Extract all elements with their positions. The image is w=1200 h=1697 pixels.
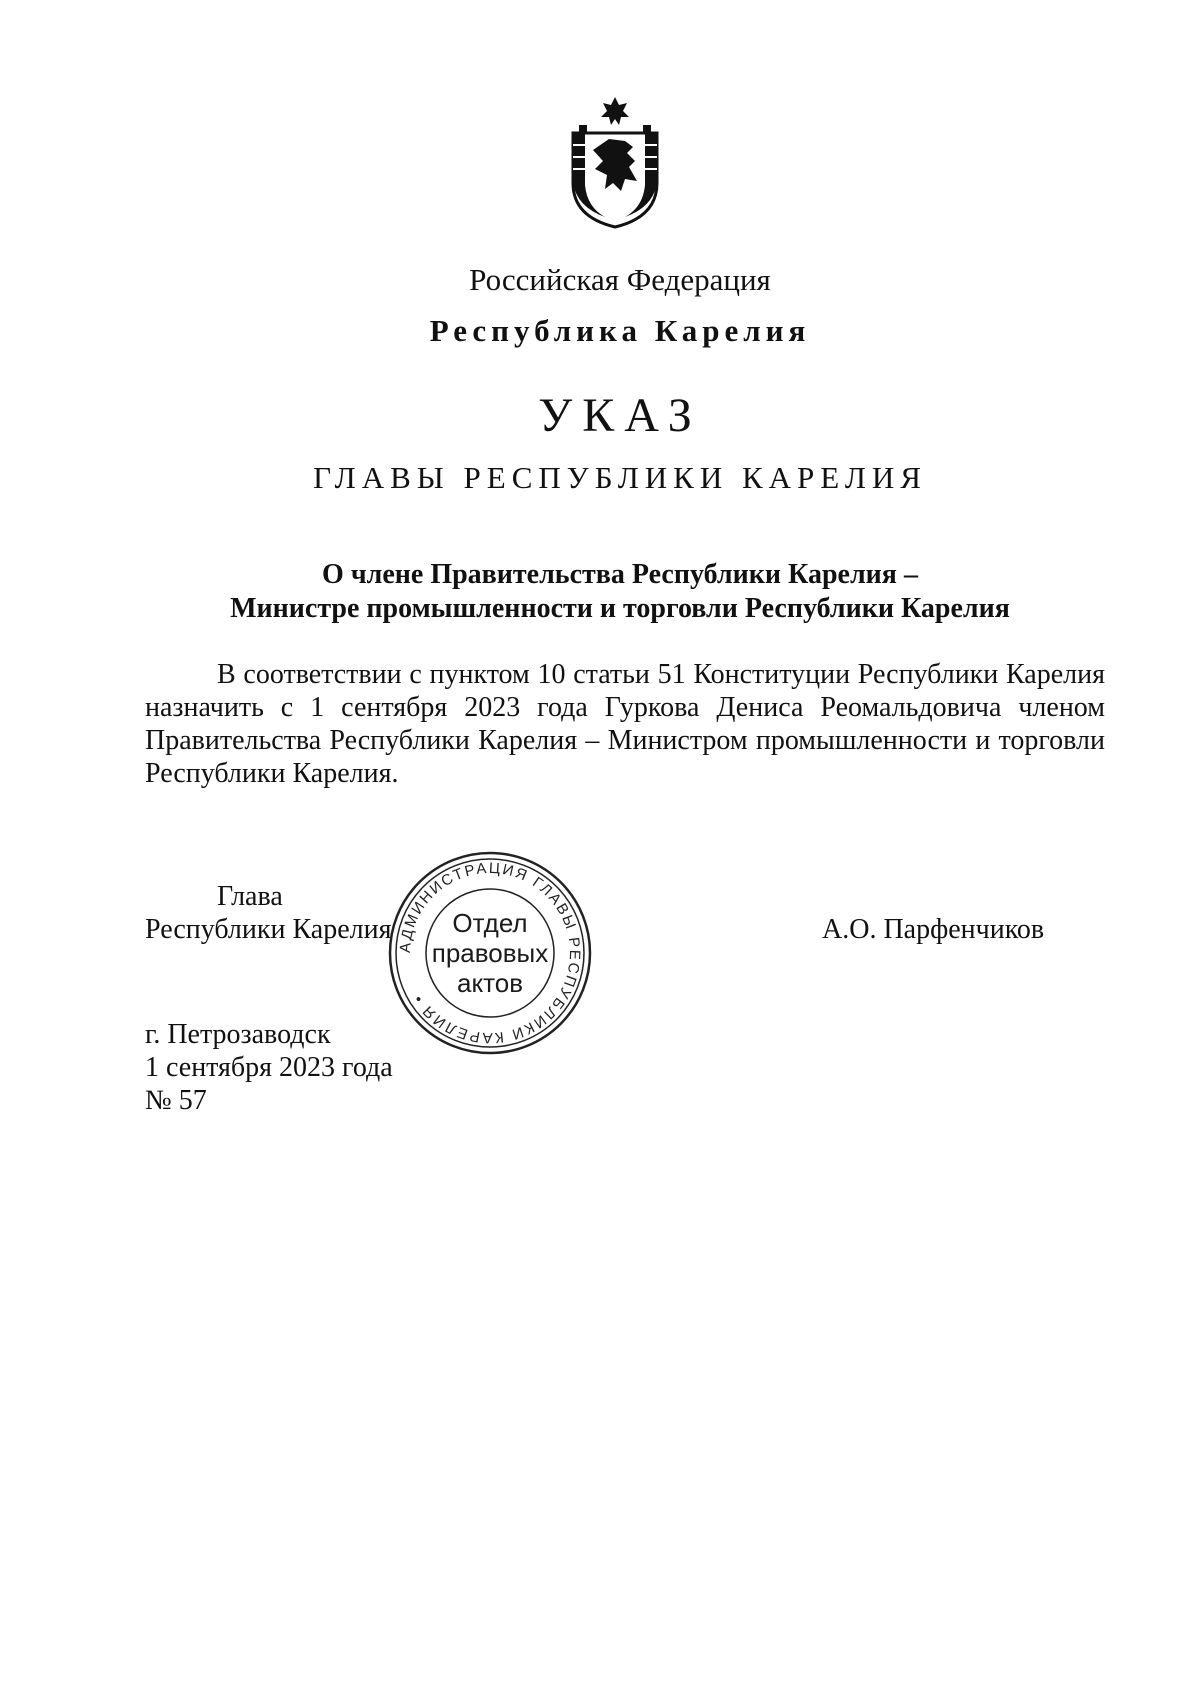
republic-name: Республика Карелия [429,313,811,348]
decree-title [150,558,1090,626]
decree-body: В соответствии с пунктом 10 статьи 51 Конституции Республики Карелия назначить с 1 сентября 2023 года Гуркова Дениса Реомальдовича членом Правительства Республики Карелия – Министром промышленности и торговли Республики Карелия. [145,659,1105,789]
place-date-number [145,1018,393,1117]
coat-of-arms-icon [565,95,665,230]
issuer-title: ГЛАВЫ РЕСПУБЛИКИ КАРЕЛИЯ [313,460,927,495]
city: г. Петрозаводск [145,1019,331,1050]
signatory-name: А.О. Парфенчиков [822,914,1045,945]
stamp-line: правовых [431,938,549,968]
decree-date: 1 сентября 2023 года [145,1052,393,1083]
signatory-position-line: Глава [217,881,283,912]
decree-number: № 57 [145,1085,207,1116]
document-type: УКАЗ [538,389,702,442]
decree-title-line: Министре промышленности и торговли Республики Карелия [230,593,1010,624]
decree-title-line: О члене Правительства Республики Карелия – [322,559,918,590]
official-stamp [385,848,595,1058]
stamp-center-text [385,848,595,1058]
stamp-ring-text: АДМИНИСТРАЦИЯ ГЛАВЫ РЕСПУБЛИКИ КАРЕЛИЯ • [396,859,584,1047]
signatory-position [145,880,391,946]
stamp-line: Отдел [452,908,528,938]
country-name: Российская Федерация [469,262,771,297]
stamp-line: актов [456,968,523,998]
signatory-position-line: Республики Карелия [145,914,392,945]
